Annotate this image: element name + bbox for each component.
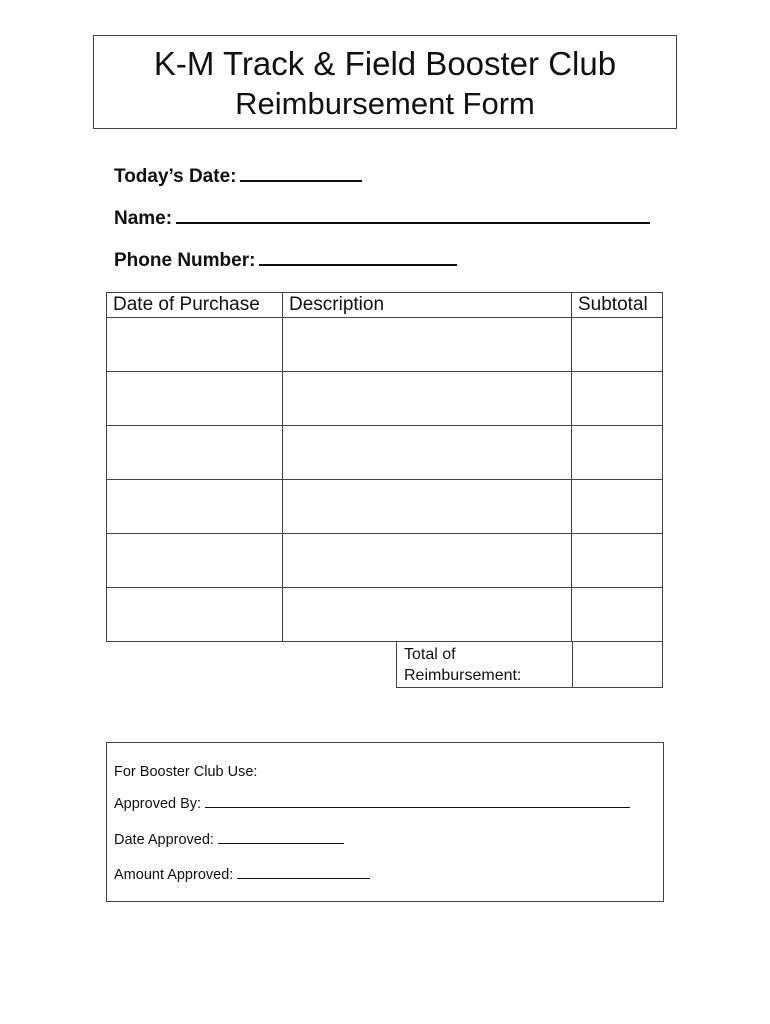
form-title: K-M Track & Field Booster Club: [153, 45, 617, 82]
amount-approved-row: [114, 866, 370, 883]
column-header-description: Description: [283, 293, 572, 318]
table-row: [107, 534, 663, 588]
name-field[interactable]: [176, 204, 650, 224]
amount-approved-field[interactable]: [237, 866, 370, 879]
subtotal-cell[interactable]: [572, 372, 663, 426]
todays-date-field[interactable]: [240, 162, 362, 182]
table-row: [107, 318, 663, 372]
subtotal-cell[interactable]: [572, 588, 663, 642]
todays-date-label: Today’s Date:: [114, 166, 237, 187]
name-row: [114, 204, 650, 230]
total-reimbursement-box: [396, 641, 663, 688]
purchase-date-cell[interactable]: [107, 318, 283, 372]
table-row: [107, 480, 663, 534]
purchase-date-cell[interactable]: [107, 426, 283, 480]
purchase-date-cell[interactable]: [107, 588, 283, 642]
column-header-subtotal: Subtotal: [572, 293, 663, 318]
phone-row: [114, 246, 457, 272]
phone-field[interactable]: [259, 246, 457, 266]
phone-label: Phone Number:: [114, 250, 256, 271]
amount-approved-label: Amount Approved:: [114, 867, 234, 883]
date-approved-label: Date Approved:: [114, 832, 214, 848]
todays-date-row: [114, 162, 362, 188]
approved-by-field[interactable]: [205, 795, 630, 808]
total-label-line1: Total of: [404, 646, 456, 663]
subtotal-cell[interactable]: [572, 426, 663, 480]
table-header-row: [107, 293, 663, 318]
description-cell[interactable]: [283, 588, 572, 642]
subtotal-cell[interactable]: [572, 318, 663, 372]
date-approved-field[interactable]: [218, 831, 344, 844]
column-header-date: Date of Purchase: [107, 293, 283, 318]
total-reimbursement-label: [404, 644, 521, 686]
subtotal-cell[interactable]: [572, 480, 663, 534]
description-cell[interactable]: [283, 372, 572, 426]
booster-club-use-box: [106, 742, 664, 902]
booster-club-heading: For Booster Club Use:: [114, 764, 258, 780]
approved-by-label: Approved By:: [114, 796, 202, 812]
date-approved-row: [114, 831, 344, 848]
table-row: [107, 588, 663, 642]
description-cell[interactable]: [283, 480, 572, 534]
purchase-date-cell[interactable]: [107, 372, 283, 426]
description-cell[interactable]: [283, 318, 572, 372]
purchase-date-cell[interactable]: [107, 534, 283, 588]
purchase-date-cell[interactable]: [107, 480, 283, 534]
table-row: [107, 426, 663, 480]
subtotal-cell[interactable]: [572, 534, 663, 588]
name-label: Name:: [114, 208, 173, 229]
form-title-box: [93, 35, 677, 129]
approved-by-row: [114, 795, 630, 812]
purchase-table: [106, 292, 663, 642]
total-label-line2: Reimbursement:: [404, 667, 522, 684]
description-cell[interactable]: [283, 426, 572, 480]
description-cell[interactable]: [283, 534, 572, 588]
total-value-cell[interactable]: [573, 642, 662, 687]
form-subtitle: Reimbursement Form: [235, 86, 535, 121]
table-row: [107, 372, 663, 426]
